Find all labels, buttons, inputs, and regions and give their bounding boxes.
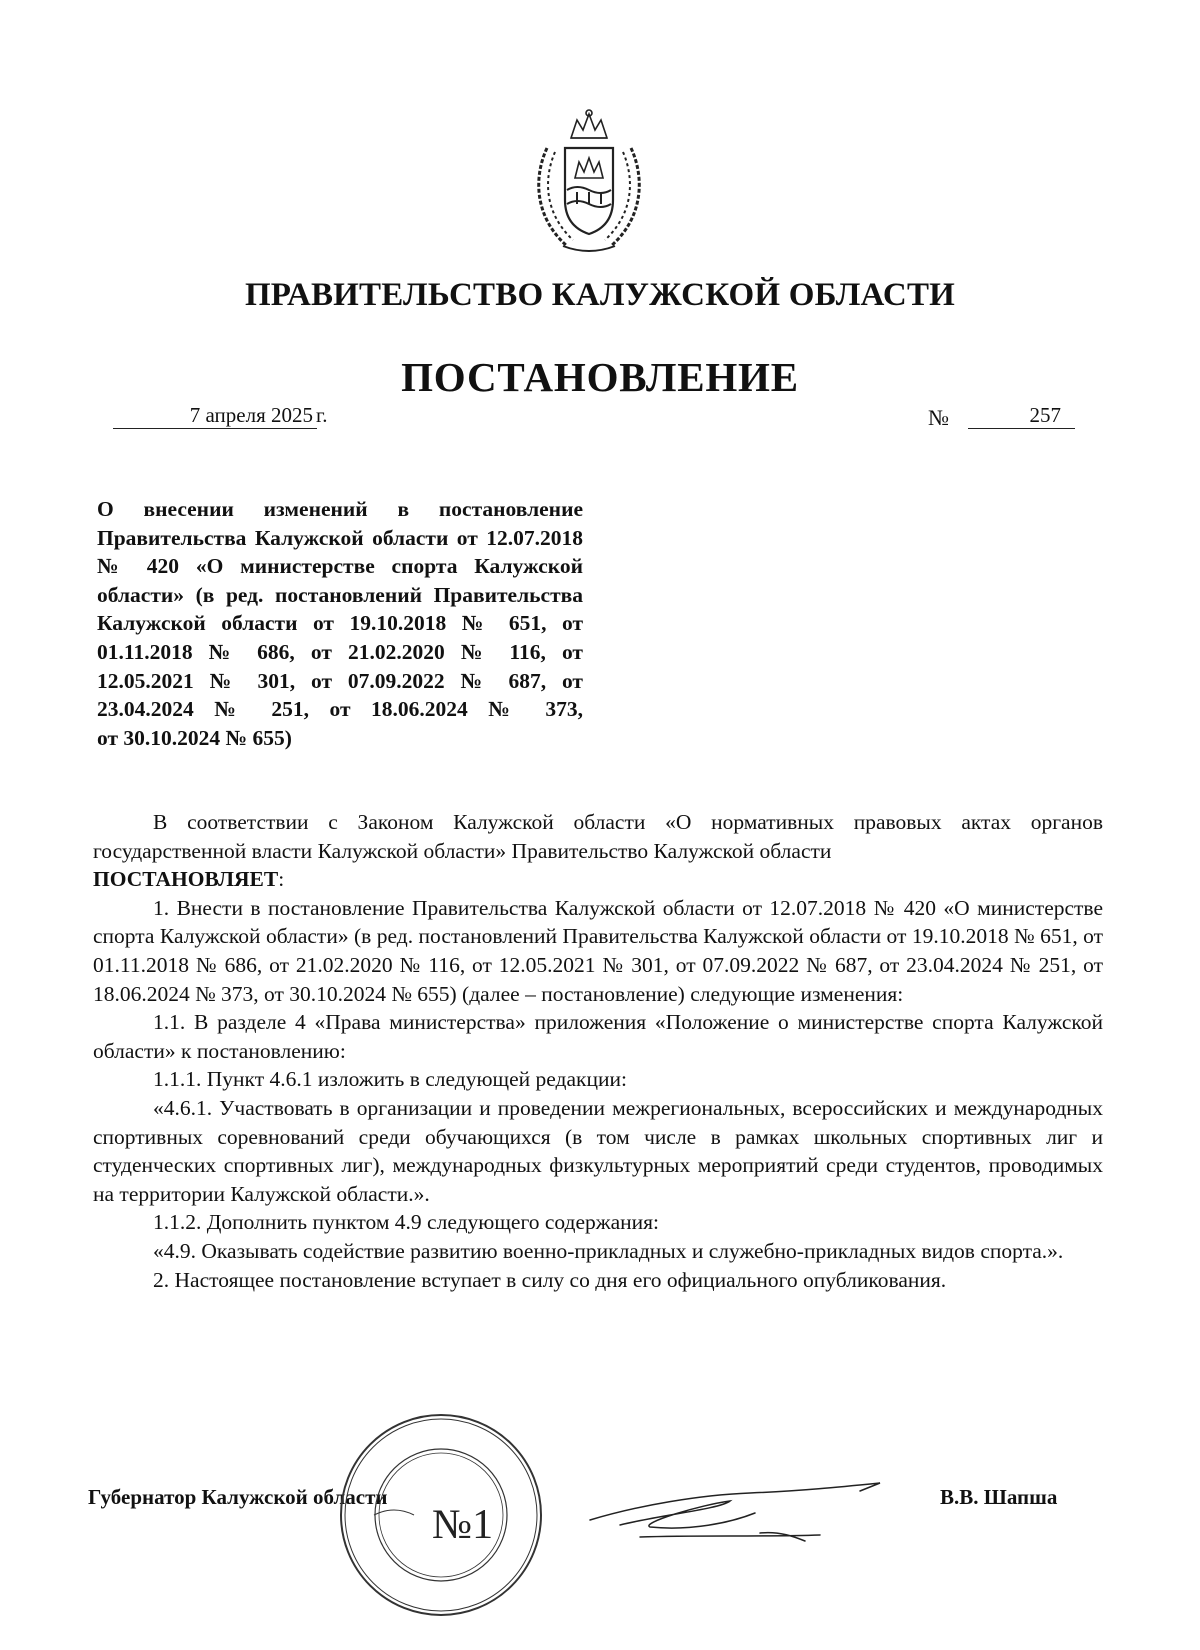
official-stamp [334,1410,548,1620]
document-number: 257 [968,403,1075,429]
clause-1-1-2: 1.1.2. Дополнить пунктом 4.9 следующего содержания: [153,1210,660,1235]
resolves-line [93,865,1103,894]
organization-title: ПРАВИТЕЛЬСТВО КАЛУЖСКОЙ ОБЛАСТИ [244,277,956,313]
document-subject [97,495,583,752]
subject-line: от 12.05.2021 № 301, от 07.09.2022 № 687, [97,639,583,693]
document-date: 7 апреля 2025 [113,403,317,429]
signatory-name: В.В. Шапша [940,1485,1058,1509]
handwritten-signature [580,1465,910,1555]
preamble-paragraph [93,808,1103,865]
signatory-position: Губернатор Калужской области [88,1485,388,1509]
resolves-word: ПОСТАНОВЛЯЕТ [93,867,279,892]
date-suffix: г. [316,403,328,427]
document-type-heading: ПОСТАНОВЛЕНИЕ [401,354,799,400]
subject-line: от 12.07.2018 № 420 «О министерстве [97,525,583,579]
clause-1: 1. Внести в постановление Правительства Калужской области от 12.07.2018 № 420 «О министерстве спорта Калужской области» (в ред. постановлений Правительства Калужской области от 19.10.2018 № 651, от 01.11.2018 № 686, от 21.02.2020 № 116, от 12.05.2021 № 301, от 07.09.2022 № 687, от 23.04.2024 № 251, от 18.06.2024 № 373, от 30.10.2024 № 655) (далее – постановление) следующие изменения: [93,895,1103,1006]
clause-2: 2. Настоящее постановление вступает в силу со дня его официального опубликования. [153,1267,947,1292]
quote-4-9: «4.9. Оказывать содействие развитию военно-прикладных и служебно-прикладных видов спорта.». [153,1238,1064,1263]
resolves-colon: : [278,867,285,892]
subject-line: О внесении изменений в постановление [97,497,583,521]
subject-line: от 23.04.2024 № 251, от 18.06.2024 № 373, [97,668,583,722]
clause-1-1: 1.1. В разделе 4 «Права министерства» приложения «Положение о министерстве спорта Калужской области» к постановлению: [93,1010,1103,1063]
stamp-number: №1 [432,1502,494,1548]
subject-line: от 30.10.2024 № 655) [97,725,292,750]
subject-line: Калужской области от 19.10.2018 № 651, [97,611,547,636]
preamble-text: В соответствии с Законом Калужской области «О нормативных правовых актах органов государственной власти Калужской области» Правительство Калужской области [93,810,1103,863]
number-label: № [928,405,949,430]
subject-line: спорта Калужской области» (в ред. [97,554,583,607]
document-body [93,808,1103,1294]
subject-line: от 01.11.2018 № 686, от 21.02.2020 № 116, [97,611,584,664]
coat-of-arms-emblem [527,108,651,256]
clause-1-1-1: 1.1.1. Пункт 4.6.1 изложить в следующей редакции: [153,1067,627,1092]
subject-line: постановлений Правительства [275,582,583,607]
quote-4-6-1: «4.6.1. Участвовать в организации и проведении межрегиональных, всероссийских и международных спортивных соревнований среди обучающихся (в том числе в рамках школьных спортивных лиг и студенческих спортивных лиг), международных физкультурных мероприятий среди студентов, проводимых на территории Калужской области.». [93,1095,1103,1206]
subject-line: Правительства Калужской области [97,525,449,550]
